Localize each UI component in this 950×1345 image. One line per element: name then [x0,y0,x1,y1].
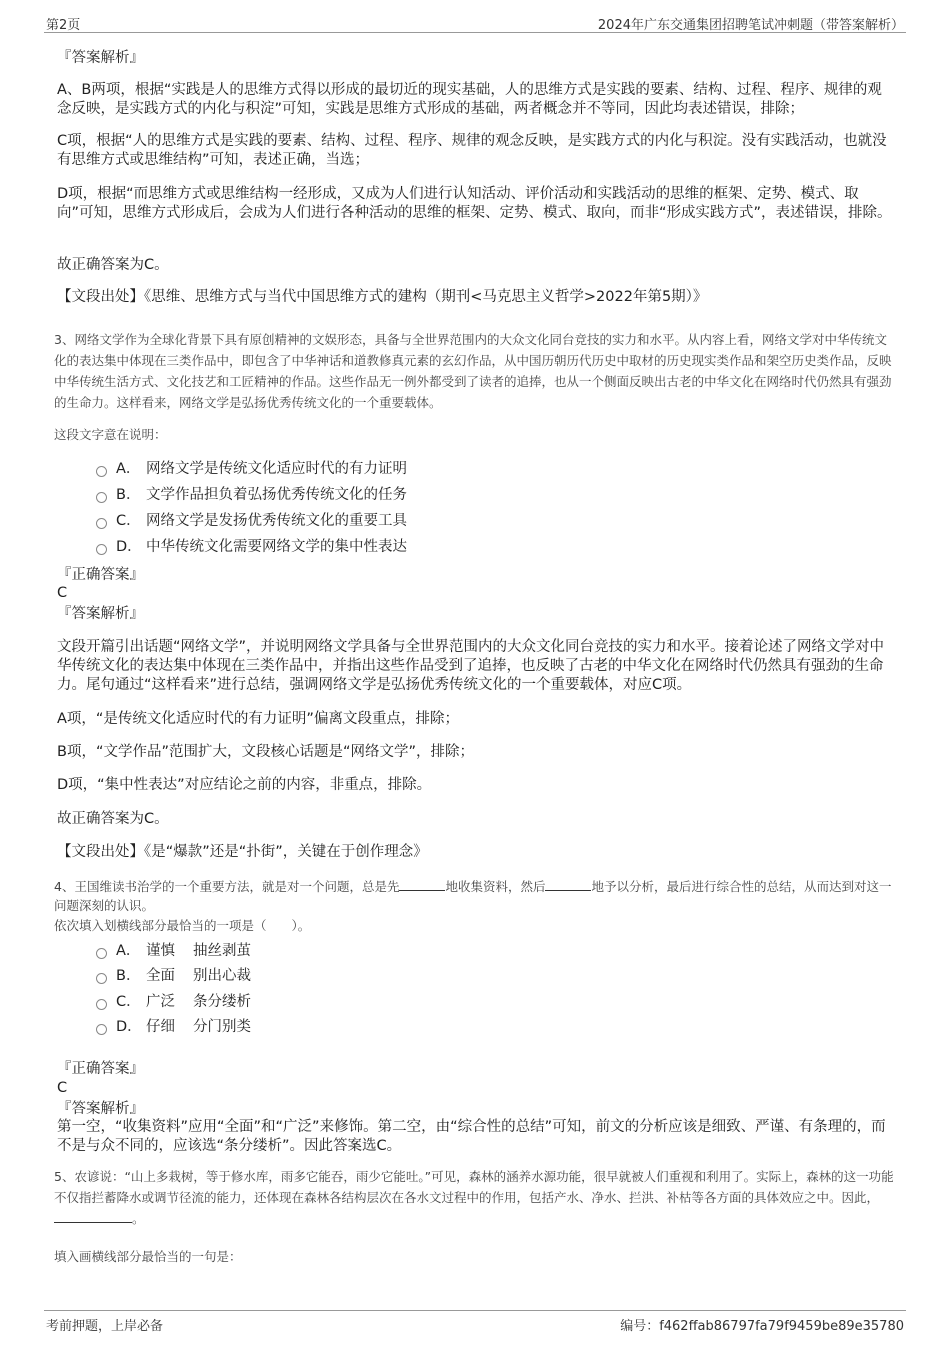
q3-option-d[interactable] [96,537,407,557]
footer-slogan: 考前押题，上岸必备 [46,1319,164,1334]
q4-option-a[interactable] [96,941,251,961]
option-word-1: 仔细 [146,1019,175,1035]
option-letter: D． [116,539,142,555]
q4-answer-label: 『正确答案』 [57,1061,144,1077]
radio-icon[interactable] [96,999,107,1010]
radio-icon[interactable] [96,544,107,555]
q5-stem: 5、农谚说：“山上多栽树，等于修水库，雨多它能吞，雨少它能吐。”可见，森林的涵养水源功能，很早就被人们重视和利用了。实际上，森林的这一功能不仅指拦蓄降水或调节径流的能力，还体现在森林各结构层次在各水文过程中的作用，包括产水、净水、拦洪、补枯等各方面的具体效应之中。因此，。 [54,1169,894,1226]
fill-blank [54,1210,132,1223]
fill-blank [545,878,591,891]
page-header [44,12,906,33]
q4-prompt: 依次填入划横线部分最恰当的一项是（ ）。 [54,918,311,933]
option-letter: B． [116,968,141,984]
radio-icon[interactable] [96,492,107,503]
fill-blank [399,878,445,891]
q3-conclusion: 故正确答案为C。 [57,811,169,827]
q2-analysis-ab: A、B两项，根据“实践是人的思维方式得以形成的最切近的现实基础，人的思维方式是实践的要素、结构、过程、程序、规律的观念反映，是实践方式的内化与积淀”可知，实践是思维方式形成的基础，两者概念并不等同，因此均表述错误，排除； [57,82,882,117]
q4-option-b[interactable] [96,966,251,986]
q4-analysis-label: 『答案解析』 [57,1101,144,1117]
q2-conclusion: 故正确答案为C。 [57,257,169,273]
q3-option-a[interactable] [96,459,407,479]
q2-analysis-d: D项，根据“而思维方式或思维结构一经形成，又成为人们进行认知活动、评价活动和实践活动的思维的框架、定势、模式、取向”可知，思维方式形成后，会成为人们进行各种活动的思维的框架、定势、模式、取向，而非“形成实践方式”，表述错误，排除。 [57,186,892,221]
option-letter: C． [116,994,141,1010]
q3-prompt: 这段文字意在说明： [54,427,167,442]
option-word-1: 谨慎 [146,943,175,959]
q3-source: 【文段出处】《是“爆款”还是“扑街”，关键在于创作理念》 [57,844,428,860]
option-letter: A． [116,943,141,959]
option-text: 网络文学是传统文化适应时代的有力证明 [146,461,407,477]
document-title: 2024年广东交通集团招聘笔试冲刺题（带答案解析） [597,18,904,33]
q2-source: 【文段出处】《思维、思维方式与当代中国思维方式的建构（期刊<马克思主义哲学>2022年第5期）》 [57,289,708,305]
q4-option-d[interactable] [96,1017,251,1037]
q3-analysis-b: B项，“文学作品”范围扩大，文段核心话题是“网络文学”，排除； [57,744,474,760]
q4-answer: C [57,1080,68,1096]
radio-icon[interactable] [96,948,107,959]
q3-analysis: 文段开篇引出话题“网络文学”，并说明网络文学具备与全世界范围内的大众文化同台竞技的实力和水平。接着论述了网络文学对中华传统文化的表达集中体现在三类作品中，并指出这些作品受到了追捧，也反映了古老的中华文化在网络时代仍然具有强劲的生命力。尾句通过“这样看来”进行总结，强调网络文学是弘扬优秀传统文化的一个重要载体，对应C项。 [57,639,885,693]
q3-analysis-label: 『答案解析』 [57,606,144,622]
q3-option-c[interactable] [96,511,407,531]
q4-analysis: 第一空，“收集资料”应用“全面”和“广泛”来修饰。第二空，由“综合性的总结”可知，前文的分析应该是细致、严谨、有条理的，而不是与众不同的，应该选“条分缕析”。因此答案选C。 [57,1119,886,1154]
q3-stem: 3、网络文学作为全球化背景下具有原创精神的文娱形态，具备与全世界范围内的大众文化同台竞技的实力和水平。从内容上看，网络文学对中华传统文化的表达集中体现在三类作品中，即包含了中华神话和道教修真元素的玄幻作品，从中国历朝历代历史中取材的历史现实类作品和架空历史类作品，反映中华传统生活方式、文化技艺和工匠精神的作品。这些作品无一例外都受到了读者的追捧，也从一个侧面反映出古老的中华文化在网络时代仍然具有强劲的生命力。这样看来，网络文学是弘扬优秀传统文化的一个重要载体。 [54,332,892,410]
option-word-2: 条分缕析 [193,994,251,1010]
q3-analysis-d: D项，“集中性表达”对应结论之前的内容，非重点，排除。 [57,777,432,793]
option-word-1: 全面 [146,968,175,984]
option-letter: C． [116,513,141,529]
q3-option-b[interactable] [96,485,407,505]
q2-analysis-label: 『答案解析』 [57,50,144,66]
radio-icon[interactable] [96,466,107,477]
q3-answer-label: 『正确答案』 [57,567,144,583]
q3-answer: C [57,585,68,601]
page-number: 第2页 [46,18,81,33]
radio-icon[interactable] [96,1024,107,1035]
radio-icon[interactable] [96,518,107,529]
document-code: 编号：f462ffab86797fa79f9459be89e35780 [620,1319,904,1334]
option-text: 中华传统文化需要网络文学的集中性表达 [146,539,407,555]
radio-icon[interactable] [96,973,107,984]
q4-stem: 4、王国维读书治学的一个重要方法，就是对一个问题，总是先 地收集资料，然后 地予以分析，最后进行综合性的总结，从而达到对这一问题深刻的认识。 [54,879,892,913]
option-text: 网络文学是发扬优秀传统文化的重要工具 [146,513,407,529]
q2-analysis-c: C项，根据“人的思维方式是实践的要素、结构、过程、程序、规律的观念反映，是实践方式的内化与积淀。没有实践活动，也就没有思维方式或思维结构”可知，表述正确，当选； [57,133,887,168]
page-footer [44,1310,906,1335]
option-word-2: 抽丝剥茧 [193,943,251,959]
option-word-2: 分门别类 [193,1019,251,1035]
option-letter: A． [116,461,141,477]
option-text: 文学作品担负着弘扬优秀传统文化的任务 [146,487,407,503]
q4-option-c[interactable] [96,992,251,1012]
option-letter: D． [116,1019,142,1035]
q3-analysis-a: A项，“是传统文化适应时代的有力证明”偏离文段重点，排除； [57,711,459,727]
option-letter: B． [116,487,141,503]
option-word-2: 别出心裁 [193,968,251,984]
option-word-1: 广泛 [146,994,175,1010]
q5-prompt: 填入画横线部分最恰当的一句是： [54,1249,242,1264]
